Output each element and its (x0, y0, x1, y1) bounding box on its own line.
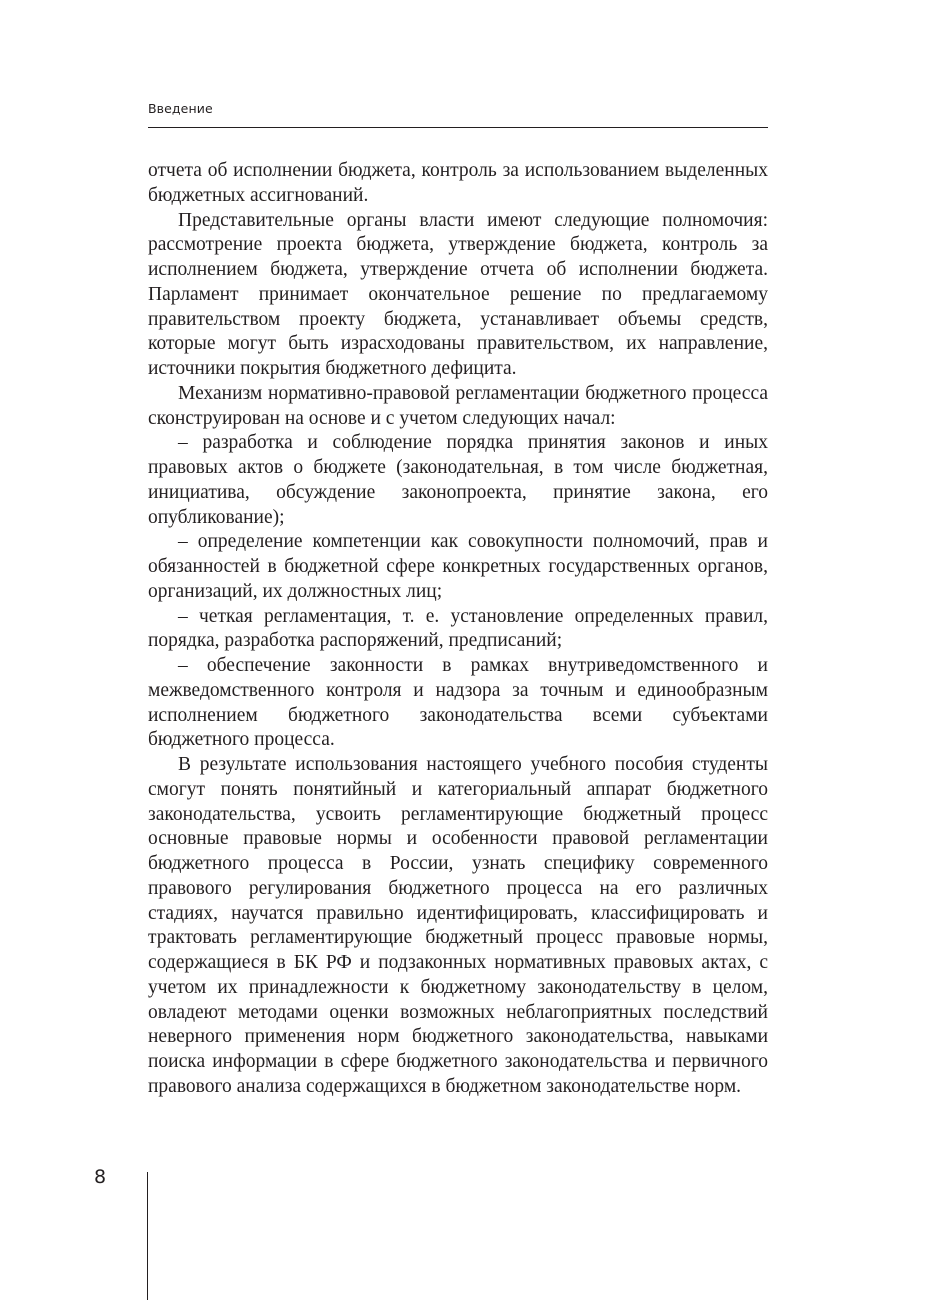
list-item: – обеспечение законности в рамках внутриведомственного и межведомственного контроля и надзора за точным и единообразным исполнением бюджетного законодательства всеми субъектами бюджетного процесса. (148, 655, 768, 751)
list-item: – разработка и соблюдение порядка принятия законов и иных правовых актов о бюджете (законодательная, в том числе бюджетная, инициатива, обсуждение законопроекта, принятие закона, его опубликование); (148, 432, 768, 528)
paragraph: Механизм нормативно-правовой регламентации бюджетного процесса сконструирован на основе и с учетом следующих начал: (148, 382, 768, 429)
header-rule (148, 127, 768, 128)
folio-rule (147, 1172, 148, 1300)
paragraph: Представительные органы власти имеют следующие полномочия: рассмотрение проекта бюджета, утверждение бюджета, контроль за исполнением бюджета, утверждение отчета об исполнении бюджета. Парламент принимает окончательное решение по предлагаемому правительством проекту бюджета, устанавливает объемы средств, которые могут быть израсходованы правительством, их направление, источники покрытия бюджетного дефицита. (148, 209, 768, 379)
running-head: Введение (148, 101, 213, 116)
page-number: 8 (94, 1166, 107, 1188)
paragraph: отчета об исполнении бюджета, контроль за использованием выделенных бюджетных ассигнований. (148, 160, 768, 206)
body-text (148, 159, 768, 1100)
list-item: – четкая регламентация, т. е. установление определенных правил, порядка, разработка распоряжений, предписаний; (148, 605, 768, 652)
list-item: – определение компетенции как совокупности полномочий, прав и обязанностей в бюджетной сфере конкретных государственных органов, организаций, их должностных лиц; (148, 531, 768, 602)
paragraph: В результате использования настоящего учебного пособия студенты смогут понять понятийный и категориальный аппарат бюджетного законодательства, усвоить регламентирующие бюджетный процесс основные правовые нормы и особенности правовой регламентации бюджетного процесса в России, узнать специфику современного правового регулирования бюджетного процесса на его различных стадиях, научатся правильно идентифицировать, классифицировать и трактовать регламентирующие бюджетный процесс правовые нормы, содержащиеся в БК РФ и подзаконных нормативных правовых актах, с учетом их принадлежности к бюджетному законодательству в целом, овладеют методами оценки возможных неблагоприятных последствий неверного применения норм бюджетного законодательства, навыками поиска информации в сфере бюджетного законодательства и первичного правового анализа содержащихся в бюджетном законодательстве норм. (148, 754, 768, 1097)
